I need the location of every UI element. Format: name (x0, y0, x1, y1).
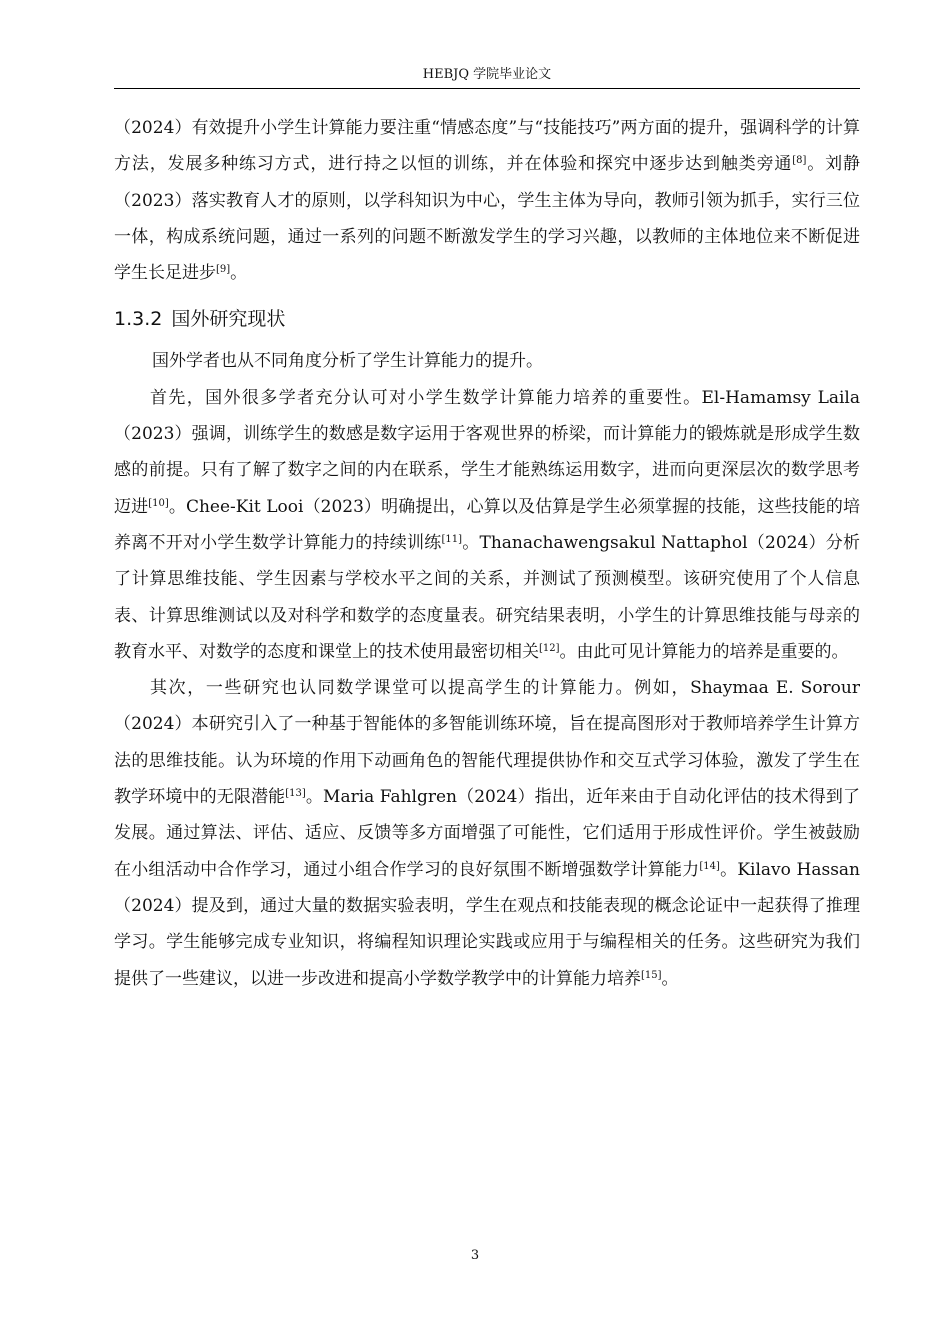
paragraph-3-text-d: 。由此可见计算能力的培养是重要的。 (559, 641, 849, 662)
citation-14: [14] (699, 860, 720, 872)
citation-10: [10] (148, 497, 169, 509)
section-heading (114, 301, 860, 337)
header-divider (114, 88, 860, 89)
paragraph-1-text-c: 。 (230, 263, 248, 284)
citation-15: [15] (641, 969, 662, 981)
paragraph-4 (114, 670, 860, 997)
citation-13: [13] (285, 788, 306, 800)
page-header: HEBJQ 学院毕业论文 (422, 67, 552, 82)
document-body (114, 110, 860, 997)
paragraph-4-text-b: 。Maria Fahlgren（2024）指出，近年来由于自动化评估的技术得到了发展。通过算法、评估、适应、反馈等多方面增强了可能性，它们适用于形成性评价。学生被鼓励在小组活动中合作学习，通过小组合作学习的良好氛围不断增强数学计算能力 (114, 787, 860, 880)
paragraph-3-text-c: 。Thanachawengsakul Nattaphol（2024）分析了计算思维技能、学生因素与学校水平之间的关系，并测试了预测模型。该研究使用了个人信息表、计算思维测试以及对科学和数学的态度量表。研究结果表明，小学生的计算思维技能与母亲的教育水平、对数学的态度和课堂上的技术使用最密切相关 (114, 532, 861, 662)
paragraph-1-text-a: （2024）有效提升小学生计算能力要注重“情感态度”与“技能技巧”两方面的提升，强调科学的计算方法，发展多种练习方式，进行持之以恒的训练，并在体验和探究中逐步达到触类旁通 (114, 118, 860, 175)
paragraph-3-text-b: 。Chee-Kit Looi（2023）明确提出，心算以及估算是学生必须掌握的技能，这些技能的培养离不开对小学生数学计算能力的持续训练 (114, 496, 861, 553)
paragraph-3-text-a: 首先，国外很多学者充分认可对小学生数学计算能力培养的重要性。El-Hamamsy Laila（2023）强调，训练学生的数感是数字运用于客观世界的桥梁，而计算能力的锻炼就是形成学生数感的前提。只有了解了数字之间的内在联系，学生才能熟练运用数字，进而向更深层次的数学思考迈进 (114, 387, 860, 517)
page-number: 3 (470, 1248, 480, 1263)
paragraph-2-text: 国外学者也从不同角度分析了学生计算能力的提升。 (152, 351, 543, 372)
paragraph-4-text-d: 。 (661, 968, 679, 989)
citation-11: [11] (441, 533, 463, 545)
section-title: 国外研究现状 (171, 308, 286, 331)
section-number: 1.3.2 (114, 308, 163, 331)
paragraph-4-text-a: 其次，一些研究也认同数学课堂可以提高学生的计算能力。例如，Shaymaa E. Sorour（2024）本研究引入了一种基于智能体的多智能训练环境，旨在提高图形对于教师培养学生计算方法的思维技能。认为环境的作用下动画角色的智能代理提供协作和交互式学习体验，激发了学生在教学环境中的无限潜能 (114, 678, 860, 808)
citation-12: [12] (539, 642, 560, 654)
citation-9: [9] (216, 264, 231, 276)
citation-8: [8] (792, 155, 807, 167)
paragraph-1-text-b: 。刘静（2023）落实教育人才的原则，以学科知识为中心，学生主体为导向，教师引领为抓手，实行三位一体，构成系统问题，通过一系列的问题不断激发学生的学习兴趣，以教师的主体地位来不断促进学生长足进步 (114, 154, 861, 284)
paragraph-4-text-c: 。Kilavo Hassan（2024）提及到，通过大量的数据实验表明，学生在观点和技能表现的概念论证中一起获得了推理学习。学生能够完成专业知识，将编程知识理论实践或应用于与编程相关的任务。这些研究为我们提供了一些建议，以进一步改进和提高小学数学教学中的计算能力培养 (114, 859, 861, 989)
paragraph-2 (114, 343, 860, 379)
paragraph-3 (114, 380, 860, 670)
paragraph-1 (114, 110, 860, 291)
